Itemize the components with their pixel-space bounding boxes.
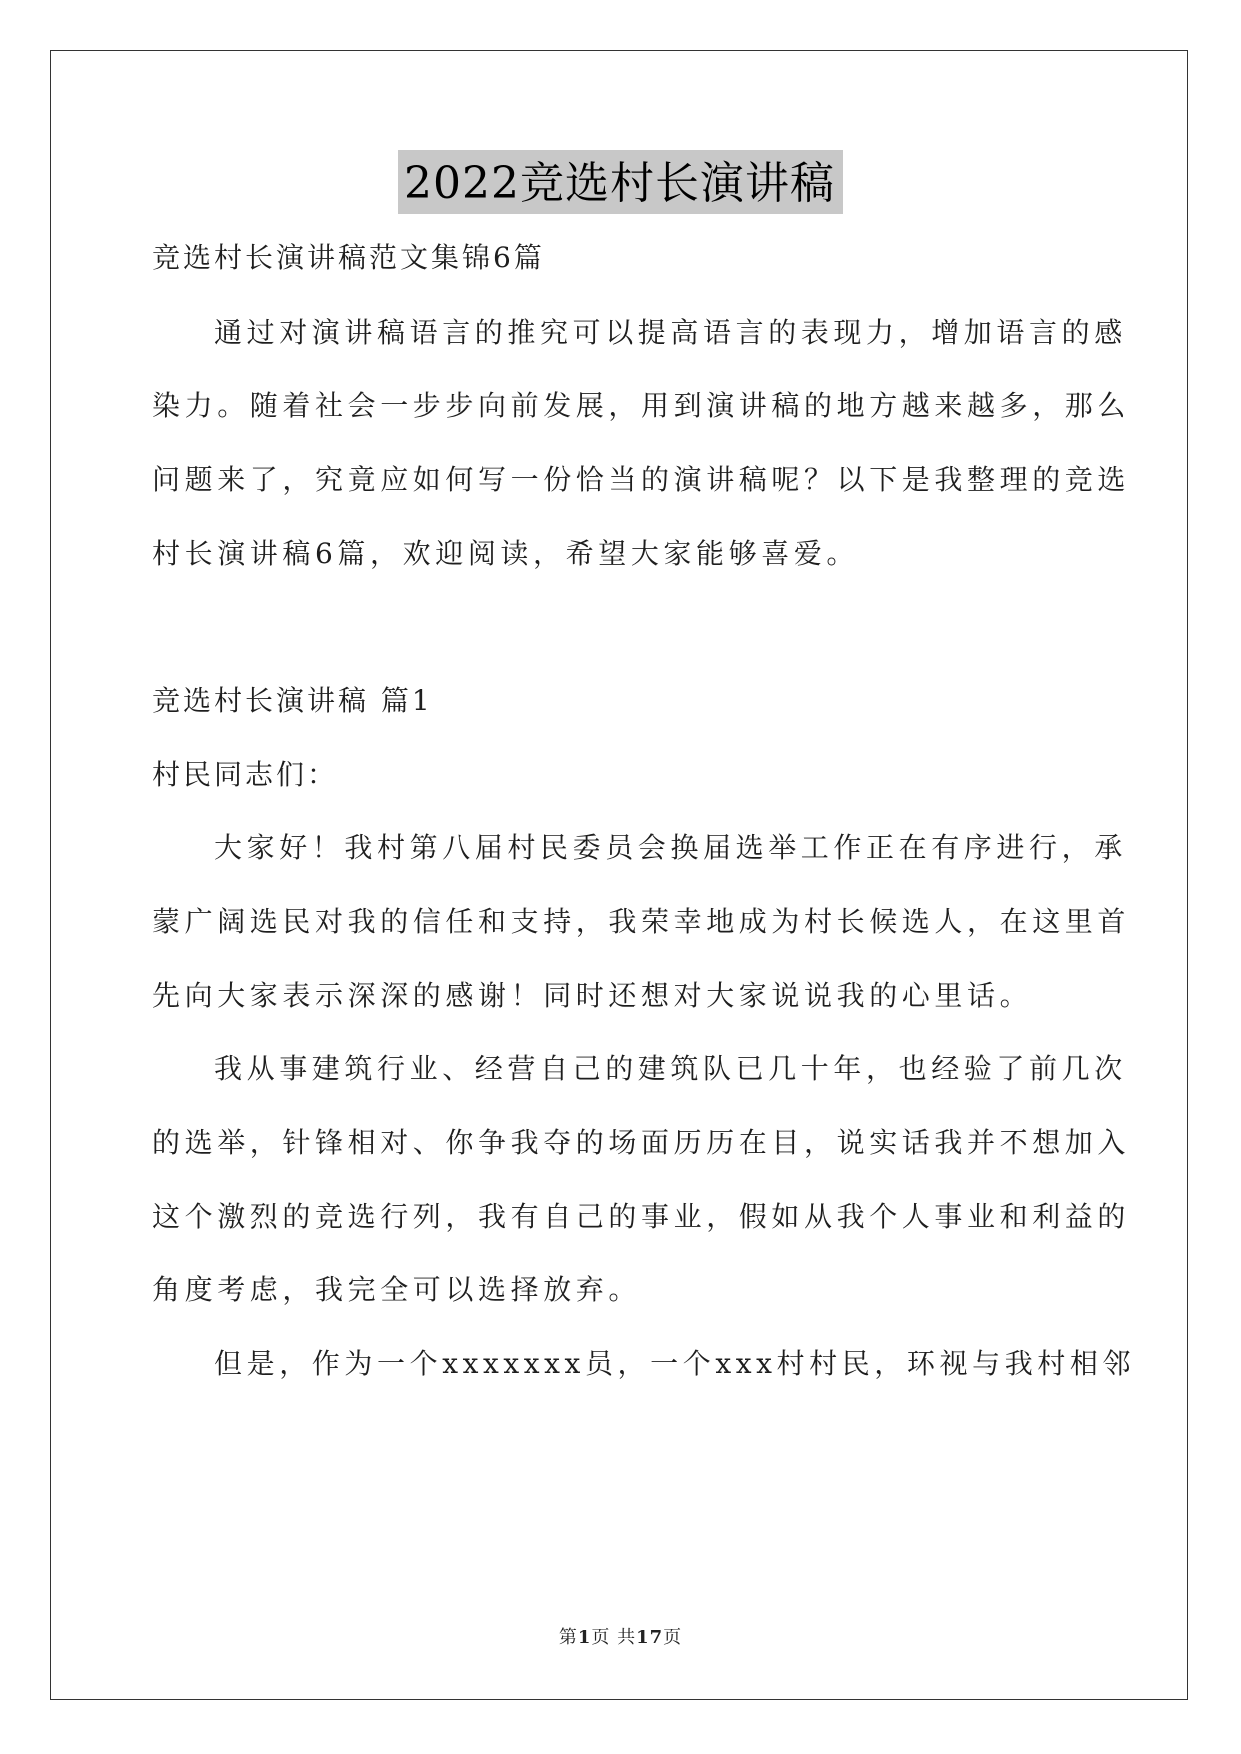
total-page-count: 17 [636,1627,664,1648]
paragraph-line: 蒙广阔选民对我的信任和支持，我荣幸地成为村长候选人，在这里首 [152,905,1131,938]
current-page-number: 1 [577,1627,592,1648]
paragraph-line: 角度考虑，我完全可以选择放弃。 [152,1273,642,1306]
intro-line: 染力。随着社会一步步向前发展，用到演讲稿的地方越来越多，那么 [152,389,1131,422]
page-label-mid: 页 共 [591,1627,637,1648]
paragraph-line: 先向大家表示深深的感谢！同时还想对大家说说我的心里话。 [152,979,1033,1012]
intro-line: 问题来了，究竟应如何写一份恰当的演讲稿呢？以下是我整理的竞选 [152,463,1131,496]
salutation: 村民同志们： [152,758,339,791]
page-border [50,50,1188,1700]
page-footer [0,1626,1241,1650]
document-subtitle: 竞选村长演讲稿范文集锦6篇 [152,241,545,274]
paragraph-line: 这个激烈的竞选行列，我有自己的事业，假如从我个人事业和利益的 [152,1200,1131,1233]
intro-line: 通过对演讲稿语言的推究可以提高语言的表现力，增加语言的感 [214,316,1127,349]
title-container [0,150,1241,214]
paragraph-line: 我从事建筑行业、经营自己的建筑队已几十年，也经验了前几次 [214,1052,1127,1085]
intro-line: 村长演讲稿6篇，欢迎阅读，希望大家能够喜爱。 [152,537,860,570]
paragraph-line: 的选举，针锋相对、你争我夺的场面历历在目，说实话我并不想加入 [152,1126,1131,1159]
page-label-prefix: 第 [558,1627,578,1648]
page-label-suffix: 页 [663,1627,683,1648]
paragraph-line: 但是，作为一个xxxxxxx员，一个xxx村村民，环视与我村相邻 [214,1347,1136,1380]
paragraph-line: 大家好！我村第八届村民委员会换届选举工作正在有序进行，承 [214,831,1127,864]
section-heading: 竞选村长演讲稿 篇1 [152,684,433,717]
document-title: 2022竞选村长演讲稿 [398,150,843,214]
